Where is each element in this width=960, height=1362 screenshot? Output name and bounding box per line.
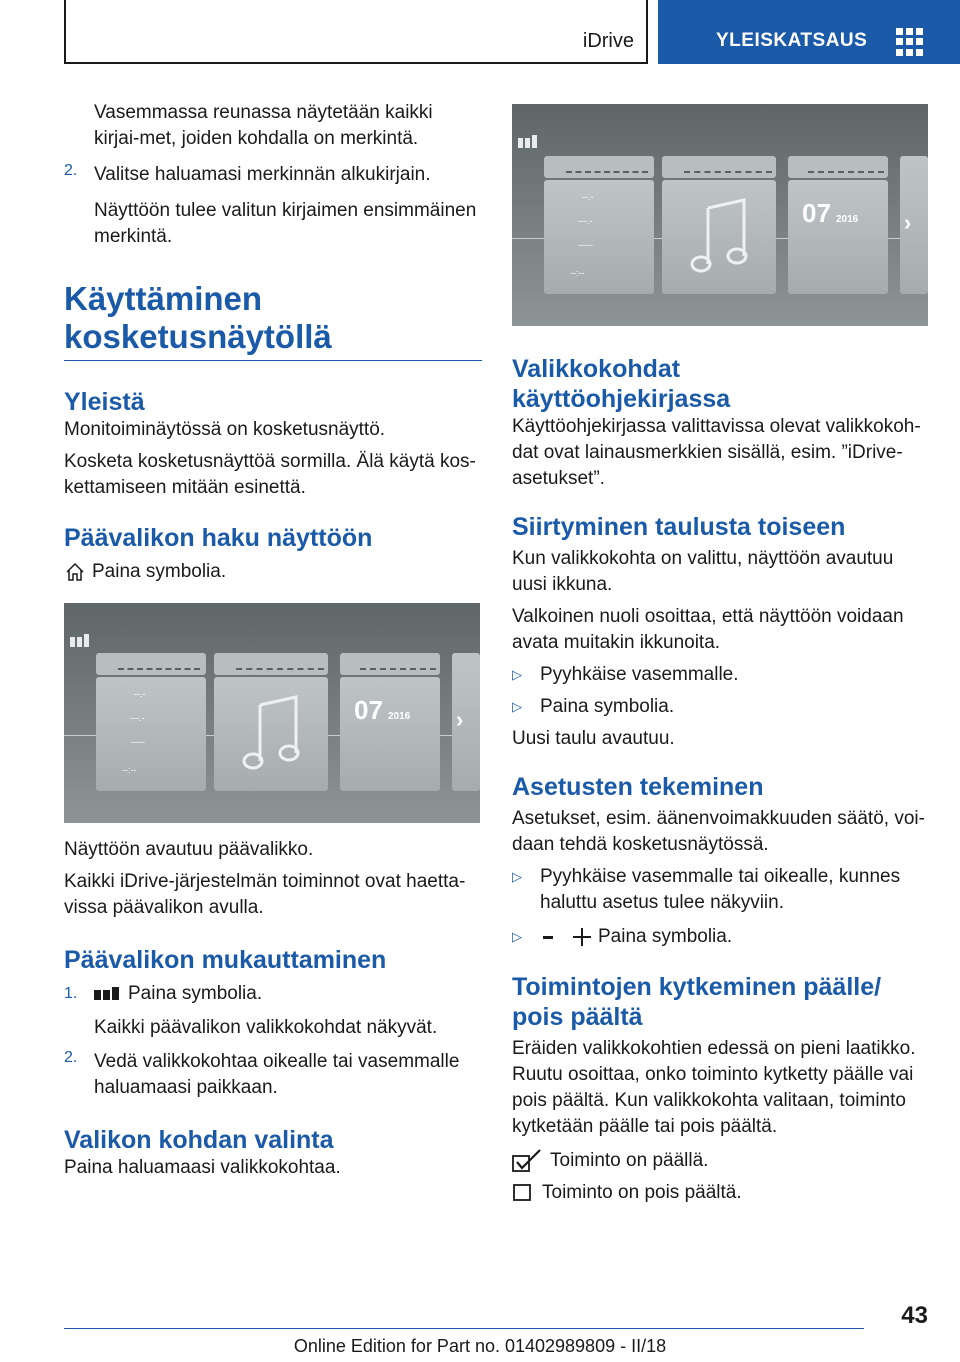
section-heading: Siirtyminen taulusta toiseen: [512, 513, 846, 541]
chapter-heading-block: [64, 280, 482, 361]
triangle-bullet-icon: ▷: [512, 699, 522, 714]
step-text: Valitse haluamasi merkinnän alkukirjain.: [94, 164, 431, 185]
paragraph: Paina symbolia.: [92, 561, 227, 582]
section-heading: Toimintojen kytkeminen päälle/: [512, 973, 882, 1001]
bullet-text: Pyyhkäise vasemmalle tai oikealle, kunnes haluttu asetus tulee näkyviin.: [540, 866, 901, 913]
footer-edition: Online Edition for Part no. 01402989809 - II/18: [293, 1336, 667, 1356]
step-number: 2.: [64, 1049, 78, 1066]
bullet-text: Pyyhkäise vasemmalle.: [540, 664, 739, 685]
section-heading: Asetusten tekeminen: [512, 773, 764, 801]
date-year: 2016: [388, 711, 411, 722]
screen-row: --:--: [122, 765, 137, 775]
screen-row: --.-: [582, 192, 594, 202]
bullet-text: Paina symbolia.: [598, 926, 733, 947]
plus-icon: [572, 927, 592, 947]
menu-config-icon: [518, 134, 540, 152]
screen-row: -----: [578, 240, 593, 250]
step-number: 2.: [64, 162, 78, 179]
legend-item: [512, 1180, 928, 1206]
chapter-heading-line2: kosketusnäytöllä: [64, 318, 332, 355]
right-column: [512, 104, 928, 1206]
paragraph: Monitoiminäytössä on kosketusnäyttö.: [64, 419, 386, 440]
checkbox-checked-icon: [512, 1149, 542, 1173]
screen-row: --:--: [570, 268, 585, 278]
section-heading: Valikon kohdan valinta: [64, 1126, 334, 1154]
paragraph: Näyttöön avautuu päävalikko.: [64, 839, 314, 860]
paragraph: Asetukset, esim. äänenvoimakkuuden säätö, voi‐daan tehdä kosketusnäytössä.: [512, 808, 925, 855]
header-chapter-box: [64, 0, 648, 64]
step-result: Näyttöön tulee valitun kirjaimen ensimmäinen merkintä.: [94, 200, 477, 247]
music-note-icon: [690, 198, 750, 276]
paragraph: Käyttöohjekirjassa valittavissa olevat valikkokoh‐dat ovat lainausmerkkien sisällä, esim. ”iDrive-asetukset”.: [512, 416, 921, 489]
page-number: 43: [901, 1302, 928, 1329]
date-year: 2016: [836, 214, 859, 225]
paragraph: Paina haluamaasi valikkokohtaa.: [64, 1157, 341, 1178]
step-text: Vedä valikkokohtaa oikealle tai vasemmalle haluamaasi paikkaan.: [94, 1051, 460, 1098]
footer-divider: [64, 1328, 864, 1329]
music-note-icon: [242, 695, 302, 773]
section-heading: Päävalikon haku näyttöön: [64, 524, 373, 552]
checkbox-empty-icon: [512, 1182, 534, 1204]
step-text: Paina symbolia.: [128, 983, 263, 1004]
section-title: YLEISKATSAUS: [716, 30, 868, 51]
step-number: 1.: [64, 985, 78, 1002]
home-icon: [64, 561, 86, 583]
section-heading: pois päältä: [512, 1003, 643, 1031]
section-heading: käyttöohjekirjassa: [512, 385, 731, 413]
bullet-text: Paina symbolia.: [540, 696, 675, 717]
chapter-heading-line1: Käyttäminen: [64, 280, 263, 317]
step-item: [64, 1049, 482, 1101]
date-day: 07: [354, 695, 383, 725]
paragraph: Vasemmassa reunassa näytetään kaikki kirjai‐met, joiden kohdalla on merkintä.: [94, 102, 433, 149]
bullet-item: [512, 694, 928, 720]
screen-row: ---.-: [578, 216, 593, 226]
menu-config-icon: [70, 633, 92, 651]
chapter-title: iDrive: [582, 30, 634, 52]
section-heading: Päävalikon mukauttaminen: [64, 946, 387, 974]
step-item: [64, 981, 482, 1007]
bullet-item: [512, 662, 928, 688]
legend-text: Toiminto on päällä.: [550, 1150, 709, 1171]
paragraph: Kaikki iDrive-järjestelmän toiminnot ovat haetta‐vissa päävalikon avulla.: [64, 871, 466, 918]
screen-row: ---.-: [130, 713, 145, 723]
paragraph: Valkoinen nuoli osoittaa, että näyttöön voidaan avata muitakin ikkunoita.: [512, 606, 904, 653]
main-menu-screenshot: [64, 603, 480, 823]
legend-text: Toiminto on pois päältä.: [542, 1182, 742, 1203]
grid-icon: [896, 28, 924, 56]
section-heading: Valikkokohdat: [512, 355, 681, 383]
main-menu-screenshot: [512, 104, 928, 326]
header-section-tab[interactable]: [658, 0, 960, 64]
screen-row: --.-: [134, 689, 146, 699]
legend-item: [512, 1148, 928, 1174]
symbol-instruction: [64, 559, 482, 585]
step-item: [64, 162, 482, 188]
menu-config-icon: [94, 986, 120, 1002]
paragraph: Kun valikkokohta on valittu, näyttöön avautuu uusi ikkuna.: [512, 548, 894, 595]
triangle-bullet-icon: ▷: [512, 929, 522, 944]
triangle-bullet-icon: ▷: [512, 667, 522, 682]
left-column: [64, 100, 482, 1181]
step-result: Kaikki päävalikon valikkokohdat näkyvät.: [94, 1017, 438, 1038]
bullet-item: [512, 924, 928, 950]
section-heading: Yleistä: [64, 388, 145, 416]
paragraph: Kosketa kosketusnäyttöä sormilla. Älä käytä kos‐kettamiseen mitään esinettä.: [64, 451, 476, 498]
chevron-right-icon[interactable]: ›: [904, 210, 912, 235]
screen-row: -----: [130, 737, 145, 747]
minus-icon: [540, 927, 560, 947]
chevron-right-icon[interactable]: ›: [456, 707, 464, 732]
date-day: 07: [802, 198, 831, 228]
paragraph: Uusi taulu avautuu.: [512, 728, 675, 749]
triangle-bullet-icon: ▷: [512, 869, 522, 884]
bullet-item: [512, 864, 928, 916]
paragraph: Eräiden valikkokohtien edessä on pieni laatikko. Ruutu osoittaa, onko toiminto kytketty päälle vai pois päältä. Kun valikkokohta valitaan, toiminto kytketään päälle tai pois päältä.: [512, 1038, 916, 1137]
